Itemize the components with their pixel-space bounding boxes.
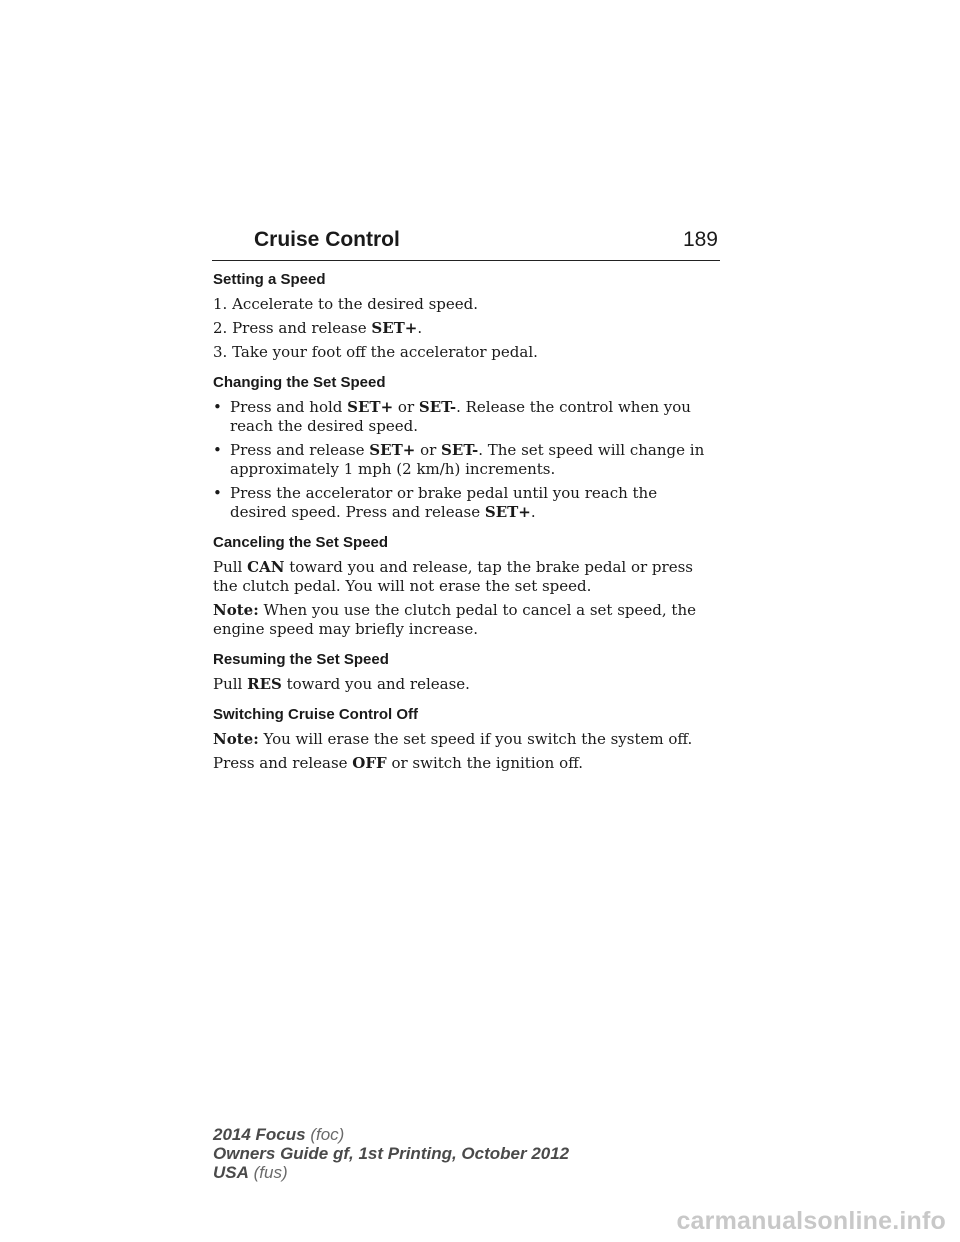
heading-resuming-set-speed: Resuming the Set Speed [213,651,389,668]
page-header [212,228,720,261]
bullet-item-release: • Press and release SET+ or SET-. The set speed will change in approximately 1 mph (2 km/h) increments. [213,441,705,478]
footer-line-2: Owners Guide gf, 1st Printing, October 2012 [213,1144,570,1163]
step-3: 3. Take your foot off the accelerator pedal. [213,343,538,361]
note-label: Note: [213,601,259,619]
watermark: carmanualsonline.info [676,1207,946,1235]
heading-setting-a-speed: Setting a Speed [213,271,326,288]
heading-switching-off: Switching Cruise Control Off [213,706,418,723]
page-content [213,270,718,778]
note-label: Note: [213,730,259,748]
step-1: 1. Accelerate to the desired speed. [213,295,479,313]
heading-changing-set-speed: Changing the Set Speed [213,374,386,391]
footer-line-3: USA (fus) [213,1163,288,1182]
bullet-item-pedal: • Press the accelerator or brake pedal until you reach the desired speed. Press and release SET+. [213,484,658,521]
bullet-icon: • [213,398,222,416]
resuming-paragraph: Pull RES toward you and release. [213,675,470,693]
bullet-icon: • [213,441,222,459]
canceling-paragraph: Pull CAN toward you and release, tap the brake pedal or press the clutch pedal. You will not erase the set speed. [213,558,693,595]
switching-paragraph: Press and release OFF or switch the ignition off. [213,754,583,772]
footer-line-1: 2014 Focus (foc) [213,1125,345,1144]
section-title: Cruise Control [254,228,400,251]
bullet-icon: • [213,484,222,502]
switching-note: Note: You will erase the set speed if you switch the system off. [213,730,693,748]
canceling-note: Note: When you use the clutch pedal to cancel a set speed, the engine speed may briefly increase. [213,601,696,638]
step-2: 2. Press and release SET+. [213,319,423,337]
set-plus-label: SET+ [371,319,418,337]
page-number: 189 [682,228,718,251]
heading-canceling-set-speed: Canceling the Set Speed [213,534,389,551]
document-footer [213,1125,569,1182]
bullet-item-hold: • Press and hold SET+ or SET-. Release the control when you reach the desired speed. [213,398,691,435]
